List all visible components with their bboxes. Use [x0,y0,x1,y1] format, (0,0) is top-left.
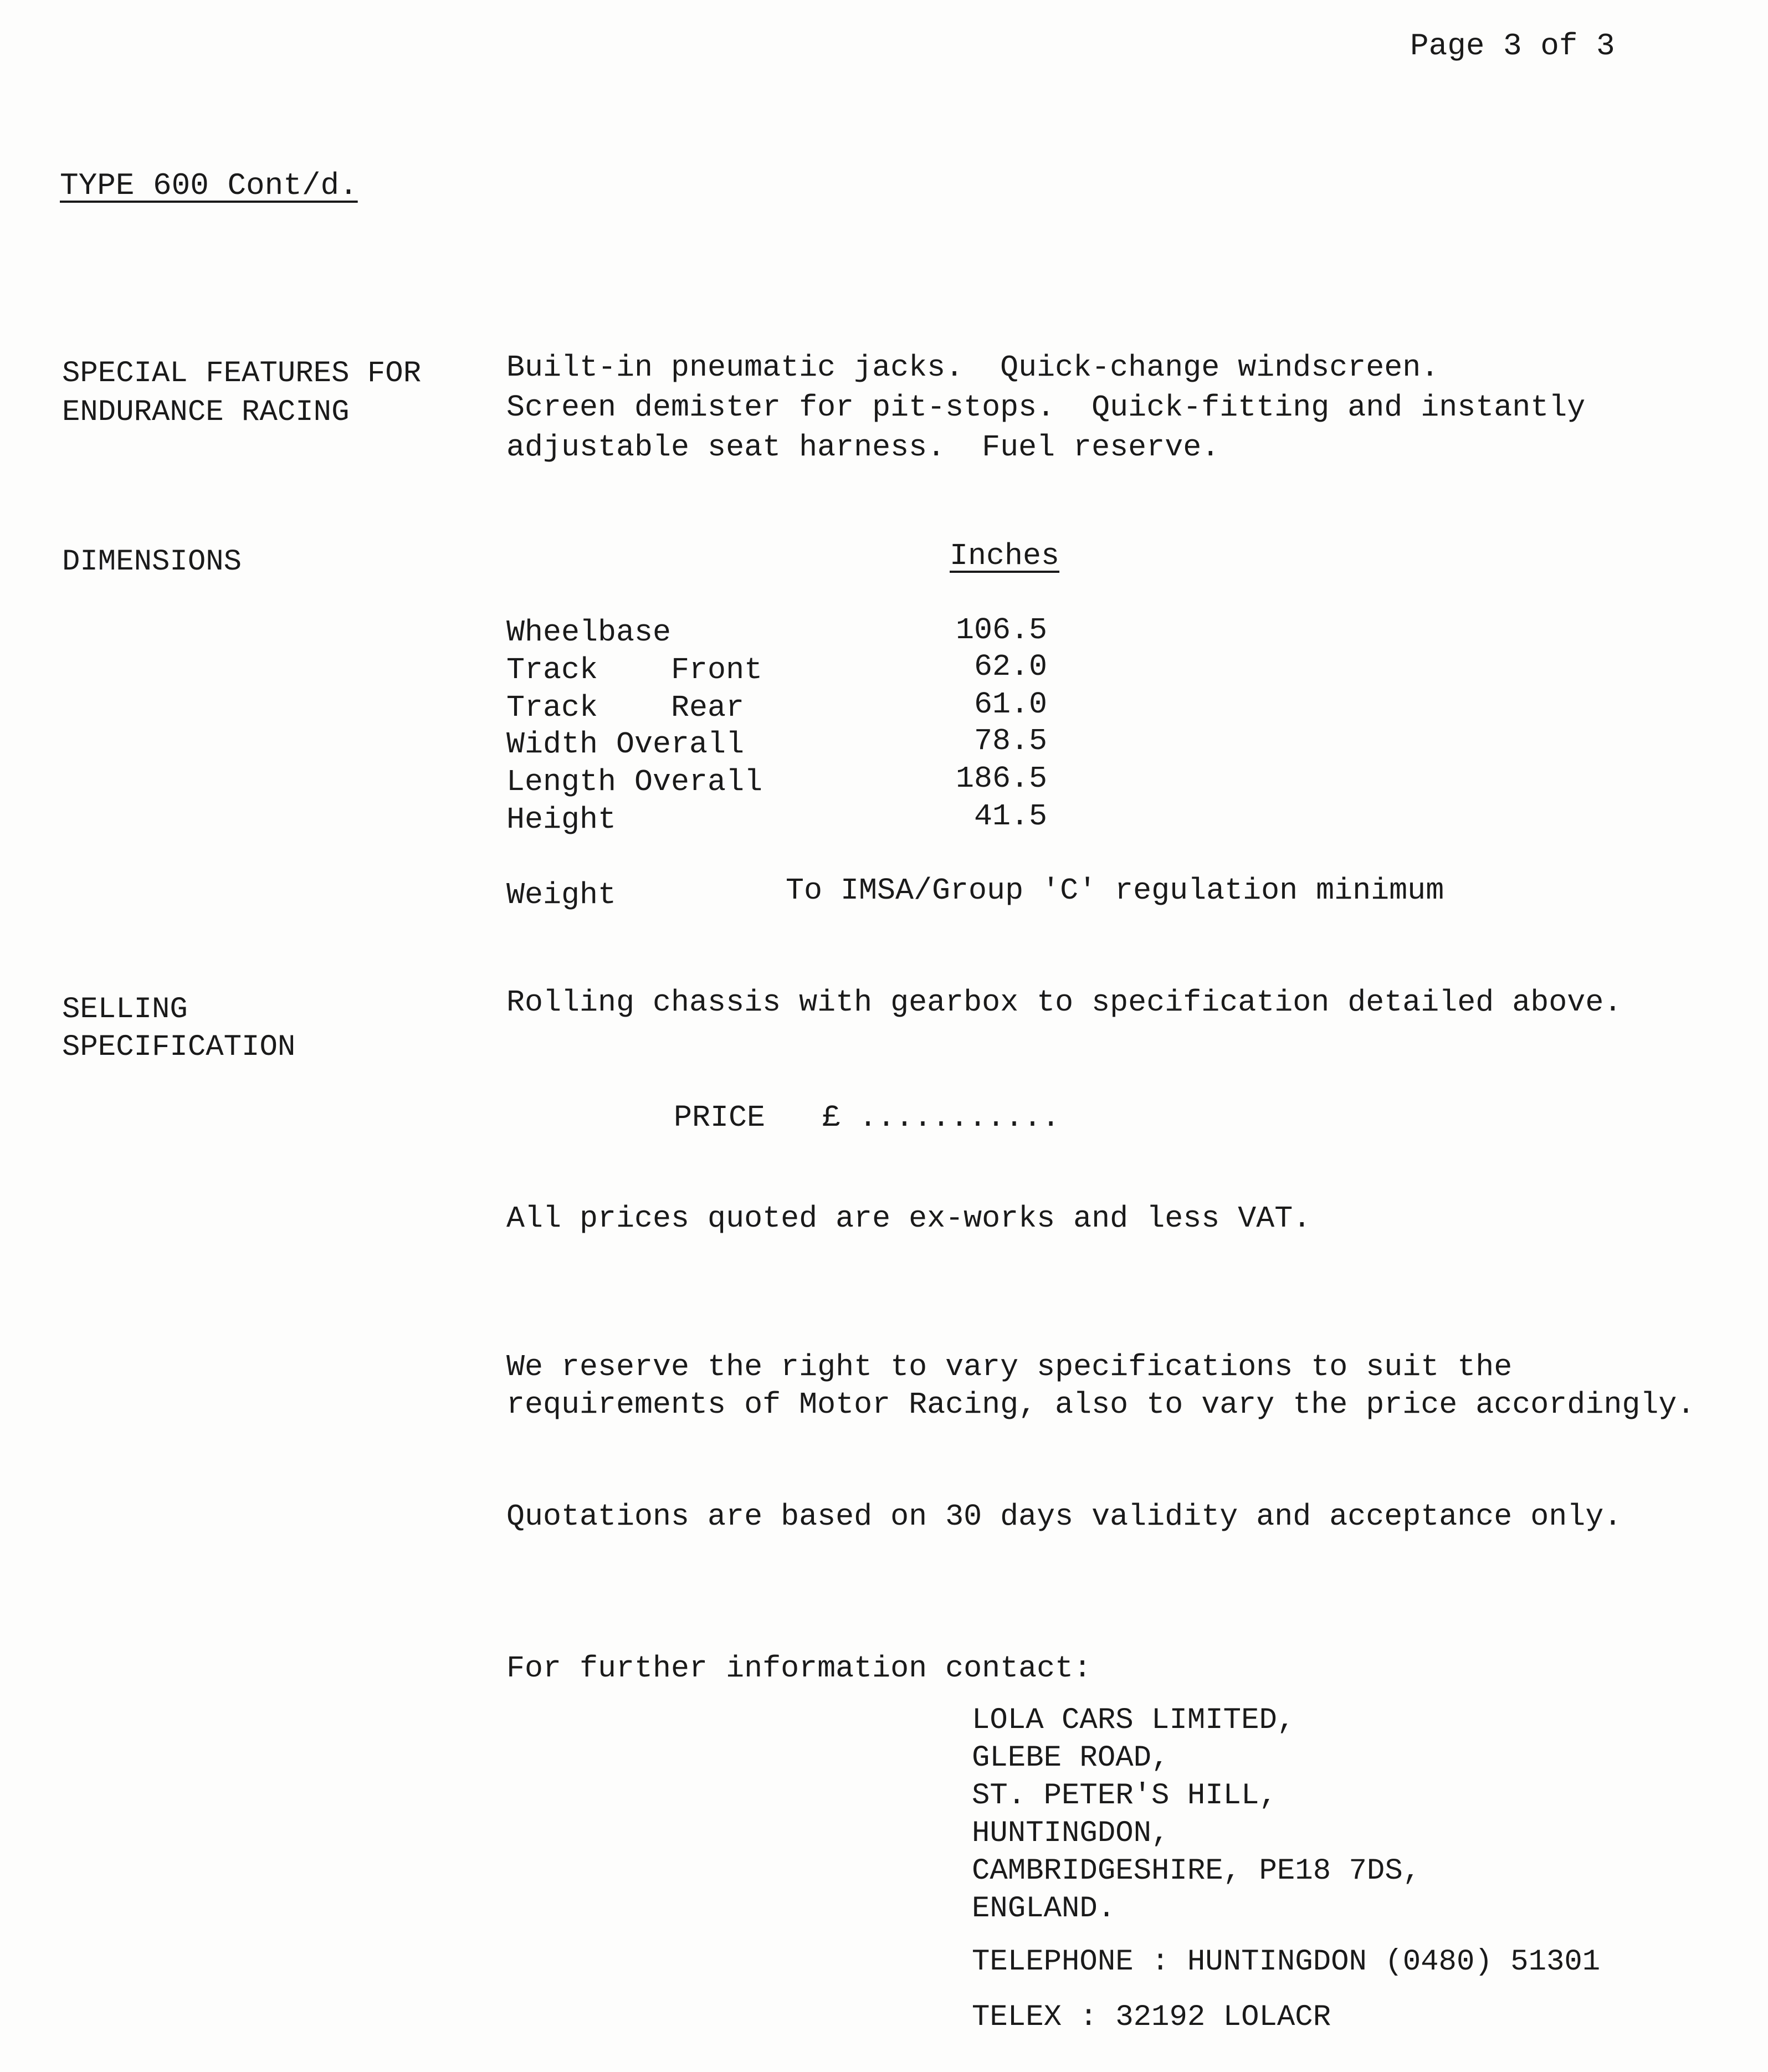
reserve-note-line-2: requirements of Motor Racing, also to vary the price accordingly. [506,1387,1695,1422]
address-line: ENGLAND. [972,1892,1116,1926]
page-number: Page 3 of 3 [1410,28,1615,64]
weight-text: To IMSA/Group 'C' regulation minimum [786,873,1444,908]
dimension-value: 62.0 [973,649,1047,684]
selling-label-line-1: SELLING [62,993,188,1027]
special-features-text-line-3: adjustable seat harness. Fuel reserve. [506,430,1220,465]
address-line: GLEBE ROAD, [972,1741,1170,1775]
special-features-label-line-1: SPECIAL FEATURES FOR [62,357,422,391]
selling-label-line-2: SPECIFICATION [62,1030,296,1064]
reserve-note-line-1: We reserve the right to vary specifications to suit the [506,1350,1513,1384]
dimension-name: Track Rear [506,690,745,725]
selling-specification-text: Rolling chassis with gearbox to specification detailed above. [506,985,1622,1020]
address-line: CAMBRIDGESHIRE, PE18 7DS, [972,1854,1421,1888]
dimension-name: Track Front [506,653,763,688]
dimension-value: 78.5 [973,724,1047,758]
telephone-line: TELEPHONE : HUNTINGDON (0480) 51301 [972,1945,1601,1979]
contact-intro: For further information contact: [506,1651,1092,1686]
weight-label: Weight [506,878,617,912]
dimension-name: Height [506,802,617,837]
quotation-note: Quotations are based on 30 days validity and acceptance only. [506,1499,1622,1534]
telex-line: TELEX : 32192 LOLACR [972,2001,1331,2034]
special-features-text-line-1: Built-in pneumatic jacks. Quick-change windscreen. [506,350,1439,385]
dimension-value: 106.5 [955,613,1047,648]
vat-note: All prices quoted are ex-works and less VAT. [506,1201,1311,1236]
address-line: ST. PETER'S HILL, [972,1779,1277,1813]
special-features-text-line-2: Screen demister for pit-stops. Quick-fitting and instantly [506,390,1586,425]
dimensions-label: DIMENSIONS [62,545,242,579]
dimension-value: 41.5 [973,799,1047,834]
price-label: PRICE [674,1100,766,1135]
dimension-name: Width Overall [506,727,745,762]
dimension-name: Wheelbase [506,615,672,650]
special-features-label-line-2: ENDURANCE RACING [62,396,350,429]
document-title: TYPE 600 Cont/d. [60,168,358,203]
dimension-value: 186.5 [955,761,1047,796]
address-line: HUNTINGDON, [972,1817,1170,1850]
dimensions-units-heading: Inches [950,538,1060,573]
dimension-value: 61.0 [973,687,1047,722]
dimension-name: Length Overall [506,765,763,799]
price-value: £ ........... [822,1100,1060,1135]
address-line: LOLA CARS LIMITED, [972,1704,1295,1737]
